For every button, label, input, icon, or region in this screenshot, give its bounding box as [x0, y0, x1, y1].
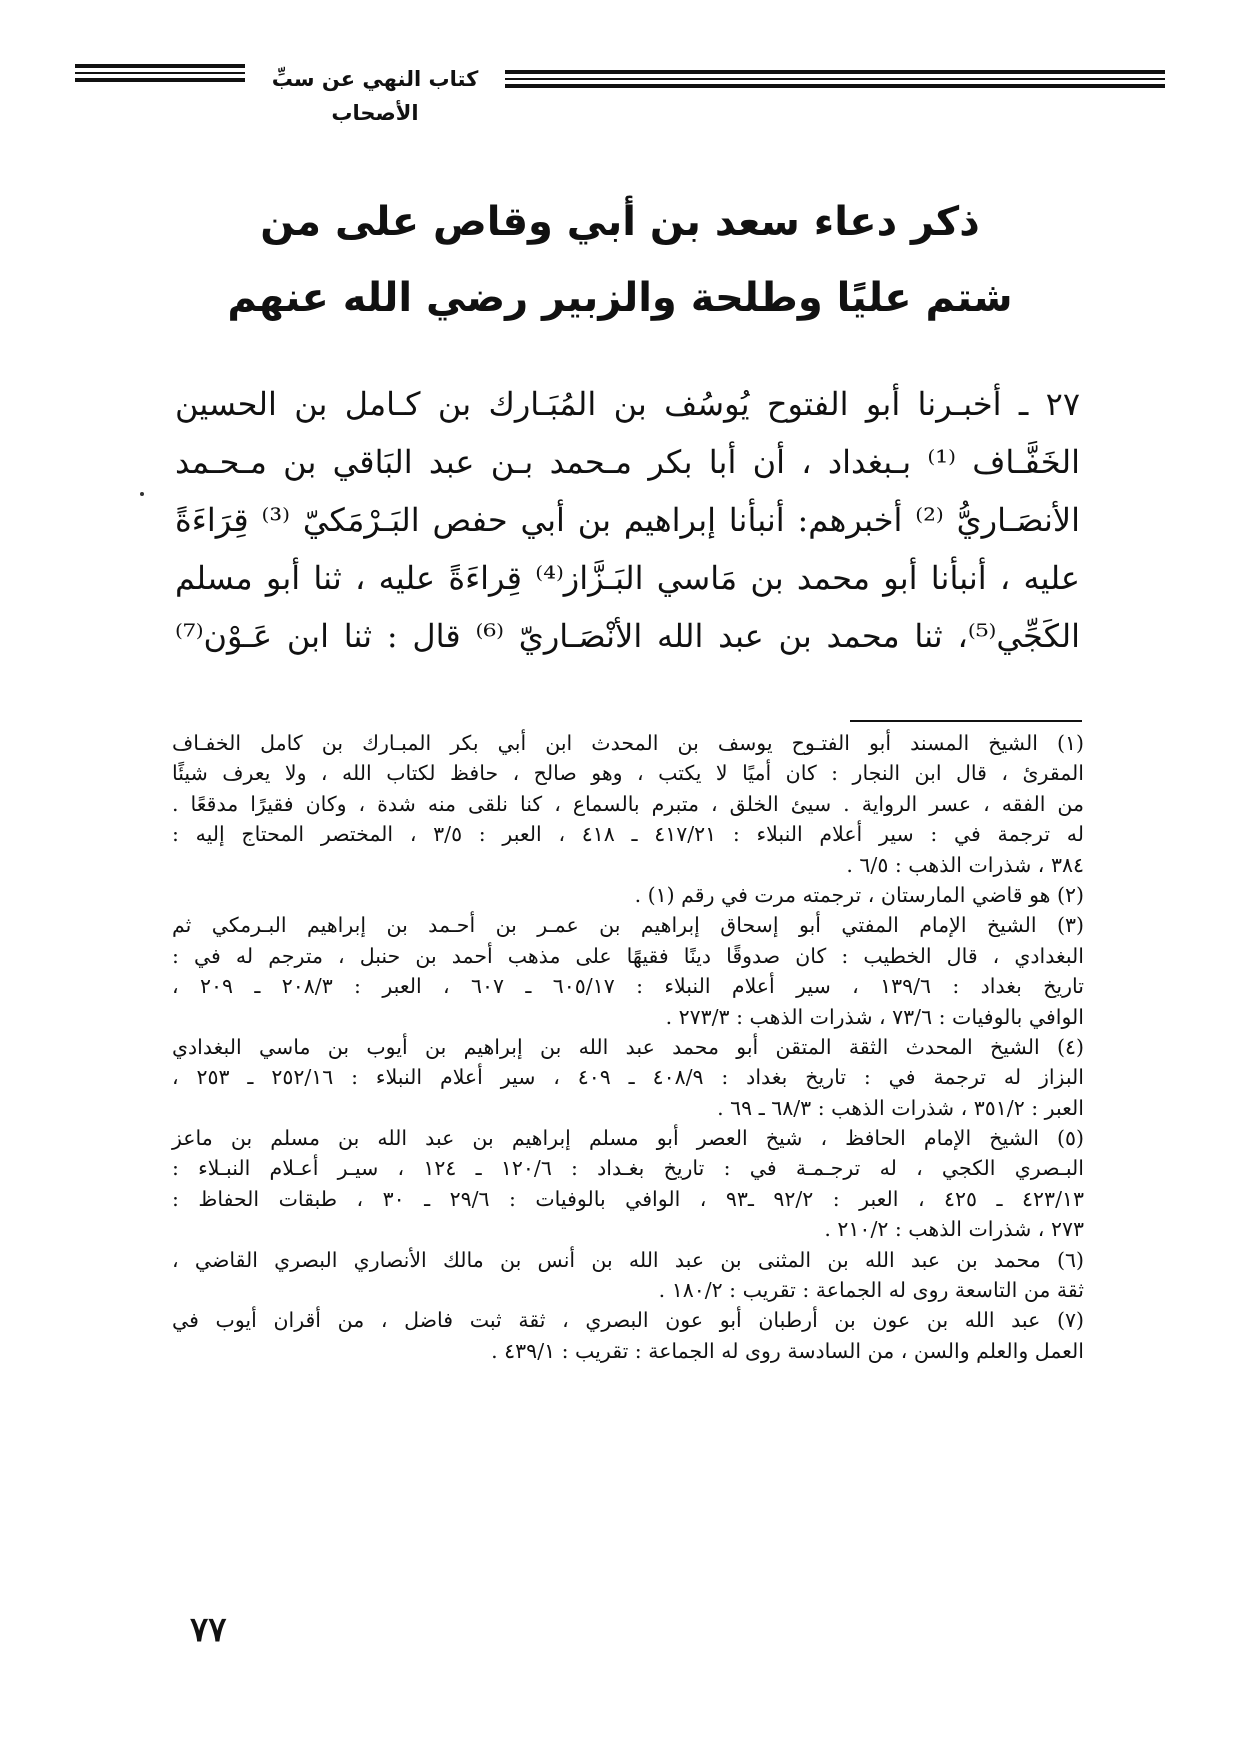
header-rule-right-bottom: [505, 84, 1165, 88]
footnotes: [172, 728, 1084, 1366]
header-rule-left-mid: [75, 72, 245, 74]
footnote-line: البزاز له ترجمة في : تاريخ بغداد : ٤٠٨/٩ ـ ٤٠٩ ، سير أعلام النبلاء : ٢٥٢/١٦ ـ ٢٥٣ ،: [172, 1065, 1084, 1090]
header-rule-right-mid: [505, 78, 1165, 80]
footnote-line: من الفقه ، عسر الرواية . سيئ الخلق ، متبرم بالسماع ، كنا نلقى منه شدة ، وكان فقيرًا مدقعًا .: [172, 791, 1084, 816]
footnote-line: ثقة من التاسعة روى له الجماعة : تقريب : ١٨٠/٢ .: [658, 1278, 1084, 1303]
main-text-line: الأنصَـاريُّ ⁽²⁾ أخبرهم: أنبأنا إبراهيم بن أبي حفص البَـرْمَكيّ ⁽³⁾ قِرَاءَةً: [175, 501, 1081, 539]
footnote-line: ٢٧٣ ، شذرات الذهب : ٢١٠/٢ .: [824, 1217, 1084, 1242]
footnote-separator: [850, 720, 1082, 722]
main-text-line: الكَجِّي⁽⁵⁾، ثنا محمد بن عبد الله الأنْصَـاريّ ⁽⁶⁾ قال : ثنا ابن عَـوْن⁽⁷⁾: [175, 617, 1081, 655]
footnote-line: البغدادي ، قال الخطيب : كان صدوقًا دينًا فقيهًا على مذهب أحمد بن حنبل ، مترجم له في :: [172, 943, 1084, 968]
footnote-line: له ترجمة في : سير أعلام النبلاء : ٤١٧/٢١ ـ ٤١٨ ، العبر : ٣/٥ ، المختصر المحتاج إليه :: [172, 822, 1085, 847]
footnote-line: (٦) محمد بن عبد الله بن المثنى بن عبد الله بن أنس بن مالك الأنصاري البصري القاضي ،: [172, 1247, 1084, 1272]
footnote-line: الوافي بالوفيات : ٧٣/٦ ، شذرات الذهب : ٢٧٣/٣ .: [665, 1004, 1084, 1029]
main-text: [175, 375, 1080, 665]
footnote-line: (٢) هو قاضي المارستان ، ترجمته مرت في رقم (١) .: [634, 882, 1084, 907]
header-rule-left-top: [75, 64, 245, 68]
footnote-line: ٣٨٤ ، شذرات الذهب : ٦/٥ .: [846, 852, 1084, 877]
running-header: [75, 62, 1165, 125]
footnote-line: (٧) عبد الله بن عون بن أرطبان أبو عون البصري ، ثقة ثبت فاضل ، من أقران أيوب في: [172, 1308, 1084, 1333]
footnote-line: المقرئ ، قال ابن النجار : كان أميًا لا يكتب ، وهو صالح ، حافظ لكتاب الله ، ولا يعرف شيئًا: [172, 761, 1084, 786]
main-text-line: الخَفَّـاف ⁽¹⁾ بـبغداد ، أن أبا بكر مـحمد بـن عبد البَاقي بن مـحـمد: [175, 443, 1081, 481]
footnote-line: العمل والعلم والسن ، من السادسة روى له الجماعة : تقريب : ٤٣٩/١ .: [491, 1338, 1084, 1363]
footnote-line: البـصري الكجي ، له ترجـمـة في : تاريخ بغـداد : ١٢٠/٦ ـ ١٢٤ ، سيـر أعـلام النبـلاء :: [172, 1156, 1084, 1181]
footnote-line: تاريخ بغداد : ١٣٩/٦ ، سير أعلام النبلاء : ٦٠٥/١٧ ـ ٦٠٧ ، العبر : ٢٠٨/٣ ـ ٢٠٩ ،: [172, 974, 1084, 999]
footnote-line: (١) الشيخ المسند أبو الفتـوح يوسف بن المحدث ابن أبي بكر المبـارك بن كامل الخفـاف: [172, 731, 1084, 755]
header-rule-right-top: [505, 70, 1165, 74]
main-text-line: ٢٧ ـ أخبـرنا أبو الفتوح يُوسُف بن المُبَـارك بن كـامل بن الحسين: [175, 385, 1081, 423]
footnote-line: ٤٢٣/١٣ ـ ٤٢٥ ، العبر : ٩٢/٢ ـ٩٣ ، الوافي بالوفيات : ٢٩/٦ ـ ٣٠ ، طبقات الحفاظ :: [172, 1186, 1084, 1211]
running-title: كتاب النهي عن سبِّ الأصحاب: [271, 67, 479, 125]
main-text-line: عليه ، أنبأنا أبو محمد بن مَاسي البَـزَّاز⁽⁴⁾ قِراءَةً عليه ، ثنا أبو مسلم: [175, 559, 1081, 597]
chapter-title-line-1: ذكر دعاء سعد بن أبي وقاص على من: [260, 199, 980, 245]
footnote-line: (٣) الشيخ الإمام المفتي أبو إسحاق إبراهيم بن عمـر بن أحـمد بن إبراهيم البـرمكي ثم: [172, 913, 1084, 938]
header-rule-left-bottom: [75, 78, 245, 82]
footnote-line: (٤) الشيخ المحدث الثقة المتقن أبو محمد عبد الله بن إبراهيم بن أيوب بن ماسي البغدادي: [172, 1034, 1084, 1059]
footnote-line: (٥) الشيخ الإمام الحافظ ، شيخ العصر أبو مسلم إبراهيم بن عبد الله بن مسلم بن ماعز: [172, 1126, 1084, 1151]
page-number: ٧٧: [190, 1610, 227, 1650]
scan-speck: [140, 492, 144, 496]
chapter-title-line-2: شتم عليًا وطلحة والزبير رضي الله عنهم: [227, 275, 1013, 321]
footnote-line: العبر : ٣٥١/٢ ، شذرات الذهب : ٦٨/٣ ـ ٦٩ .: [717, 1095, 1084, 1120]
